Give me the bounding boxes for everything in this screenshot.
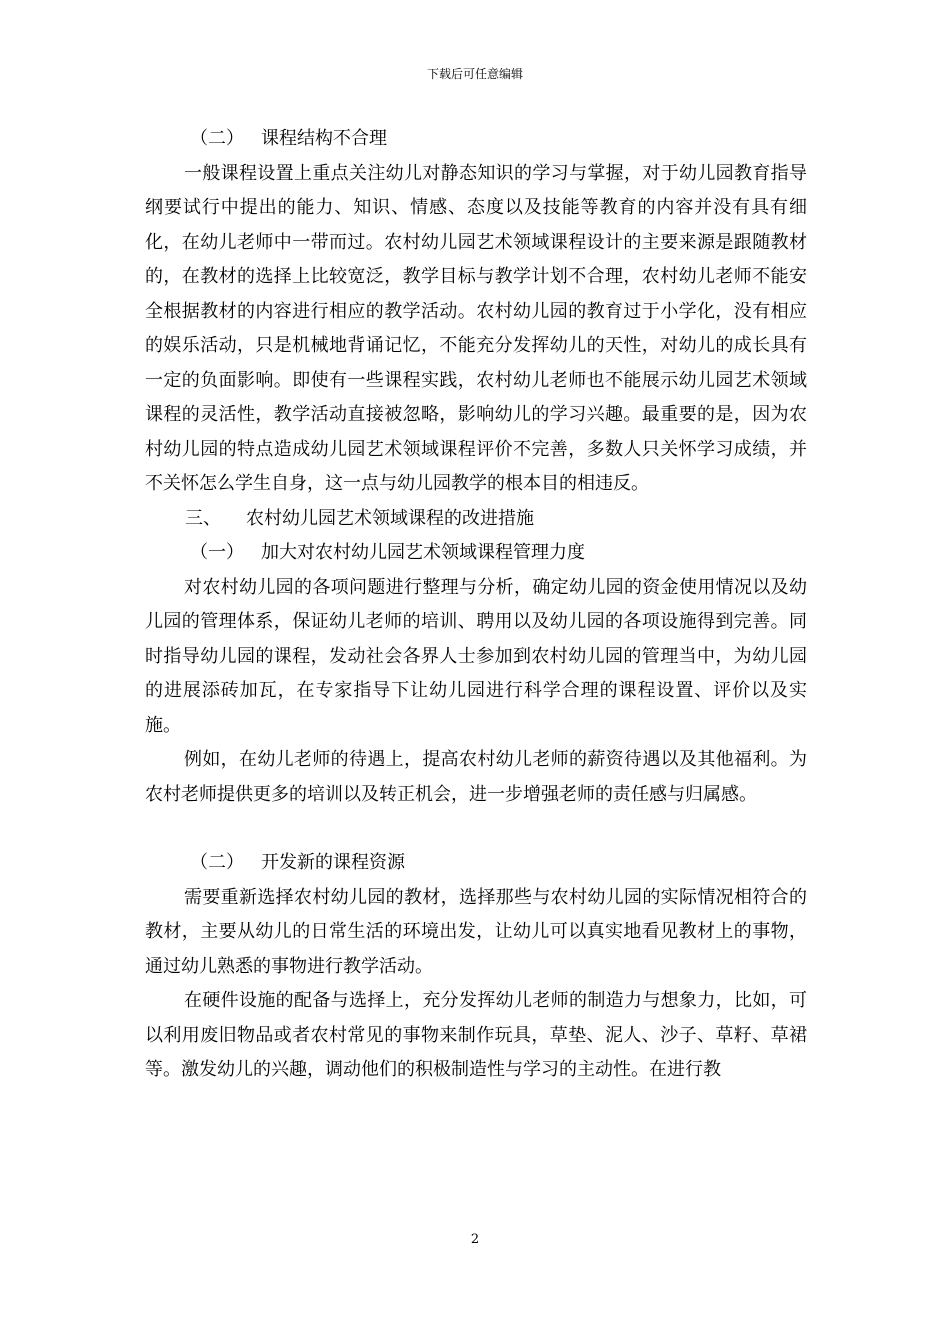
paragraph-spacer xyxy=(145,812,807,846)
subsection-2-heading xyxy=(145,846,807,881)
paragraph-hardware: 在硬件设施的配备与选择上，充分发挥幼儿老师的制造力与想象力，比如，可以利用废旧物品或者农村常见的事物来制作玩具，草垫、泥人、沙子、草籽、草裙等。激发幼儿的兴趣，调动他们的积极制造性与学习的主动性。在进行教 xyxy=(145,990,807,1080)
paragraph-management: 对农村幼儿园的各项问题进行整理与分析，确定幼儿园的资金使用情况以及幼儿园的管理体系，保证幼儿老师的培训、聘用以及幼儿园的各项设施得到完善。同时指导幼儿园的课程，发动社会各界人士参加到农村幼儿园的管理当中，为幼儿园的进展添砖加瓦，在专家指导下让幼儿园进行科学合理的课程设置、评价以及实施。 xyxy=(145,576,807,736)
section-3-number: 三、 xyxy=(185,507,221,529)
subsection-2-title: 开发新的课程资源 xyxy=(261,852,405,873)
section-2-title: 课程结构不合理 xyxy=(261,128,387,149)
section-2-heading xyxy=(145,122,807,157)
paragraph-curriculum-structure: 一般课程设置上重点关注幼儿对静态知识的学习与掌握，对于幼儿园教育指导纲要试行中提出的能力、知识、情感、态度以及技能等教育的内容并没有具有细化，在幼儿老师中一带而过。农村幼儿园艺术领域课程设计的主要来源是跟随教材的，在教材的选择上比较宽泛，教学目标与教学计划不合理，农村幼儿老师不能安全根据教材的内容进行相应的教学活动。农村幼儿园的教育过于小学化，没有相应的娱乐活动，只是机械地背诵记忆，不能充分发挥幼儿的天性，对幼儿的成长具有一定的负面影响。即使有一些课程实践，农村幼儿老师也不能展示幼儿园艺术领域课程的灵活性，教学活动直接被忽略，影响幼儿的学习兴趣。最重要的是，因为农村幼儿园的特点造成幼儿园艺术领域课程评价不完善，多数人只关怀学习成绩，并不关怀怎么学生自身，这一点与幼儿园教学的根本目的相违反。 xyxy=(145,162,807,494)
page-number: 2 xyxy=(470,1232,480,1247)
subsection-1-number: （一） xyxy=(190,542,244,563)
section-3-title: 农村幼儿园艺术领域课程的改进措施 xyxy=(246,507,534,529)
paragraph-textbooks: 需要重新选择农村幼儿园的教材，选择那些与农村幼儿园的实际情况相符合的教材，主要从幼儿的日常生活的环境出发，让幼儿可以真实地看见教材上的事物，通过幼儿熟悉的事物进行教学活动。 xyxy=(145,886,807,977)
section-3-heading xyxy=(145,502,807,537)
document-body xyxy=(145,122,807,1088)
subsection-2-number: （二） xyxy=(190,852,244,873)
page-header: 下载后可任意编辑 xyxy=(426,67,523,81)
paragraph-teacher-treatment: 例如，在幼儿老师的待遇上，提高农村幼儿老师的薪资待遇以及其他福利。为农村老师提供更多的培训以及转正机会，进一步增强老师的责任感与归属感。 xyxy=(145,749,807,805)
section-2-number: （二） xyxy=(190,128,244,149)
subsection-1-title: 加大对农村幼儿园艺术领域课程管理力度 xyxy=(261,542,585,563)
subsection-1-heading xyxy=(145,536,807,571)
